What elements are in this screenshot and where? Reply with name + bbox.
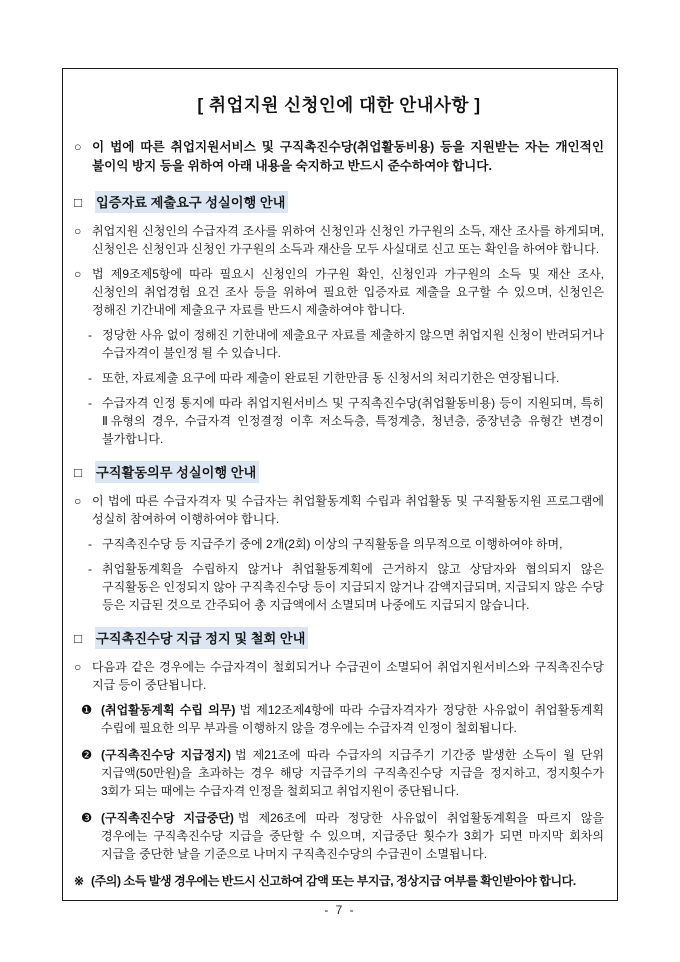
notice-box xyxy=(62,68,618,901)
intro-paragraph xyxy=(74,138,604,176)
item-text xyxy=(101,746,604,800)
section-title: 입증자료 제출요구 성실이행 안내 xyxy=(95,191,288,213)
item-text: 법 제9조제5항에 따라 필요시 신청인의 가구원 확인, 신청인과 가구원의 소득 및 재산 조사, 신청인의 취업경험 요건 조사 등을 위하여 필요한 입증자료 제출을 요구할 수 있으며, 신청인은 정해진 기간내에 제출요구 자료를 반드시 제출하여야 합니다. xyxy=(92,266,604,317)
item-text: 취업활동계획을 수립하지 않거나 취업활동계획에 근거하지 않고 상담자와 협의되지 않은 구직활동은 인정되지 않아 구직촉진수당 등이 지급되지 않거나 감액지급되며, 지급되지 않은 수당 등은 지급된 것으로 간주되어 총 지급액에서 소멸되며 나중에도 지급되지 않습니다. xyxy=(102,561,604,612)
list-item xyxy=(74,265,604,319)
square-bullet: □ xyxy=(74,194,83,210)
numbered-bullet-3: ❸ xyxy=(81,810,93,825)
item-text: 다음과 같은 경우에는 수급자격이 철회되거나 수급권이 소멸되어 취업지원서비스와 구직촉진수당 지급 등이 중단됩니다. xyxy=(92,659,604,692)
numbered-bullet-1: ❶ xyxy=(81,702,93,717)
circle-bullet: ○ xyxy=(74,223,82,238)
reference-mark-icon: ※ xyxy=(74,873,84,888)
numbered-item xyxy=(81,701,604,737)
item-body-text: 법 제21조에 따라 수급자의 지급주기 기간중 발생한 소득이 월 단위 지급액(50만원)을 초과하는 경우 해당 지급주기의 구직촉진수당 지급을 정지하고, 정지횟수가 3회가 되는 때에는 수급자격 인정을 철회되고 취업지원이 중단됩니다. xyxy=(101,747,605,798)
section-title: 구직촉진수당 지급 정지 및 철회 안내 xyxy=(95,627,308,649)
circle-bullet: ○ xyxy=(74,140,82,154)
item-text xyxy=(101,809,604,863)
numbered-item xyxy=(81,809,604,863)
list-subitem xyxy=(88,394,604,448)
caution-note xyxy=(74,872,604,890)
dash-bullet: - xyxy=(88,561,92,576)
intro-text: 이 법에 따른 취업지원서비스 및 구직촉진수당(취업활동비용) 등을 지원받는 자는 개인적인 불이익 방지 등을 위하여 아래 내용을 숙지하고 반드시 준수하여야 합니다. xyxy=(92,140,604,173)
item-lead-label: (취업활동계획 수립 의무) xyxy=(101,702,236,717)
item-text: 또한, 자료제출 요구에 따라 제출이 완료된 기한만큼 동 신청서의 처리기한은 연장됩니다. xyxy=(102,370,560,385)
list-subitem xyxy=(88,369,604,387)
item-text: 취업지원 신청인의 수급자격 조사를 위하여 신청인과 신청인 가구원의 소득, 재산 조사를 하게되며, 신청인은 신청인과 신청인 가구원의 소득과 재산을 모두 사실대로 신고 또는 확인을 하여야 합니다. xyxy=(92,223,604,256)
section-heading-job-activity xyxy=(74,461,604,483)
dash-bullet: - xyxy=(88,395,92,410)
list-item xyxy=(74,658,604,694)
item-text: 이 법에 따른 수급자격자 및 수급자는 취업활동계획 수립과 취업활동 및 구직활동지원 프로그램에 성실히 참여하여 이행하여야 합니다. xyxy=(92,493,604,526)
item-text: 정당한 사유 없이 정해진 기한내에 제출요구 자료를 제출하지 않으면 취업지원 신청이 반려되거나 수급자격이 불인정 될 수 있습니다. xyxy=(102,327,604,360)
item-lead-label: (구직촉진수당 지급정지) xyxy=(101,747,231,762)
square-bullet: □ xyxy=(74,464,83,480)
section-title: 구직활동의무 성실이행 안내 xyxy=(95,461,259,483)
item-body-text: 법 제12조제4항에 따라 수급자격자가 정당한 사유없이 취업활동계획 수립에 필요한 의무 부과를 이행하지 않을 경우에는 수급자격 인정이 철회됩니다. xyxy=(101,702,604,735)
page-number: - 7 - xyxy=(324,903,356,917)
list-subitem xyxy=(88,535,604,553)
page-title: [ 취업지원 신청인에 대한 안내사항 ] xyxy=(197,95,481,115)
list-subitem xyxy=(88,326,604,362)
circle-bullet: ○ xyxy=(74,493,82,508)
dash-bullet: - xyxy=(88,536,92,551)
item-text xyxy=(101,701,604,737)
numbered-item xyxy=(81,746,604,800)
note-text: (주의) 소득 발생 경우에는 반드시 신고하여 감액 또는 부지급, 정상지급 여부를 확인받아야 합니다. xyxy=(91,873,576,888)
item-lead-label: (구직촉진수당 지급중단) xyxy=(101,810,234,825)
item-body-text: 법 제26조에 따라 정당한 사유없이 취업활동계획을 따르지 않을 경우에는 구직촉진수당 지급을 중단할 수 있으며, 지급중단 횟수가 3회가 되면 마지막 회차의 지급을 중단한 날을 기준으로 나머지 구직촉진수당의 수급권이 소멸됩니다. xyxy=(101,810,604,861)
list-item xyxy=(74,222,604,258)
circle-bullet: ○ xyxy=(74,659,82,674)
square-bullet: □ xyxy=(74,630,83,646)
item-text: 구직촉진수당 등 지급주기 중에 2개(2회) 이상의 구직활동을 의무적으로 이행하여야 하며, xyxy=(102,536,563,551)
list-subitem xyxy=(88,560,604,614)
item-text: 수급자격 인정 통지에 따라 취업지원서비스 및 구직촉진수당(취업활동비용) 등이 지원되며, 특히 Ⅱ유형의 경우, 수급자격 인정결정 이후 저소득층, 특정계층, 청년층, 중장년층 유형간 변경이 불가합니다. xyxy=(102,395,604,446)
dash-bullet: - xyxy=(88,327,92,342)
circle-bullet: ○ xyxy=(74,266,82,281)
dash-bullet: - xyxy=(88,370,92,385)
numbered-bullet-2: ❷ xyxy=(81,747,93,762)
list-item xyxy=(74,492,604,528)
section-heading-evidence xyxy=(74,191,604,213)
section-heading-allowance-stop xyxy=(74,627,604,649)
